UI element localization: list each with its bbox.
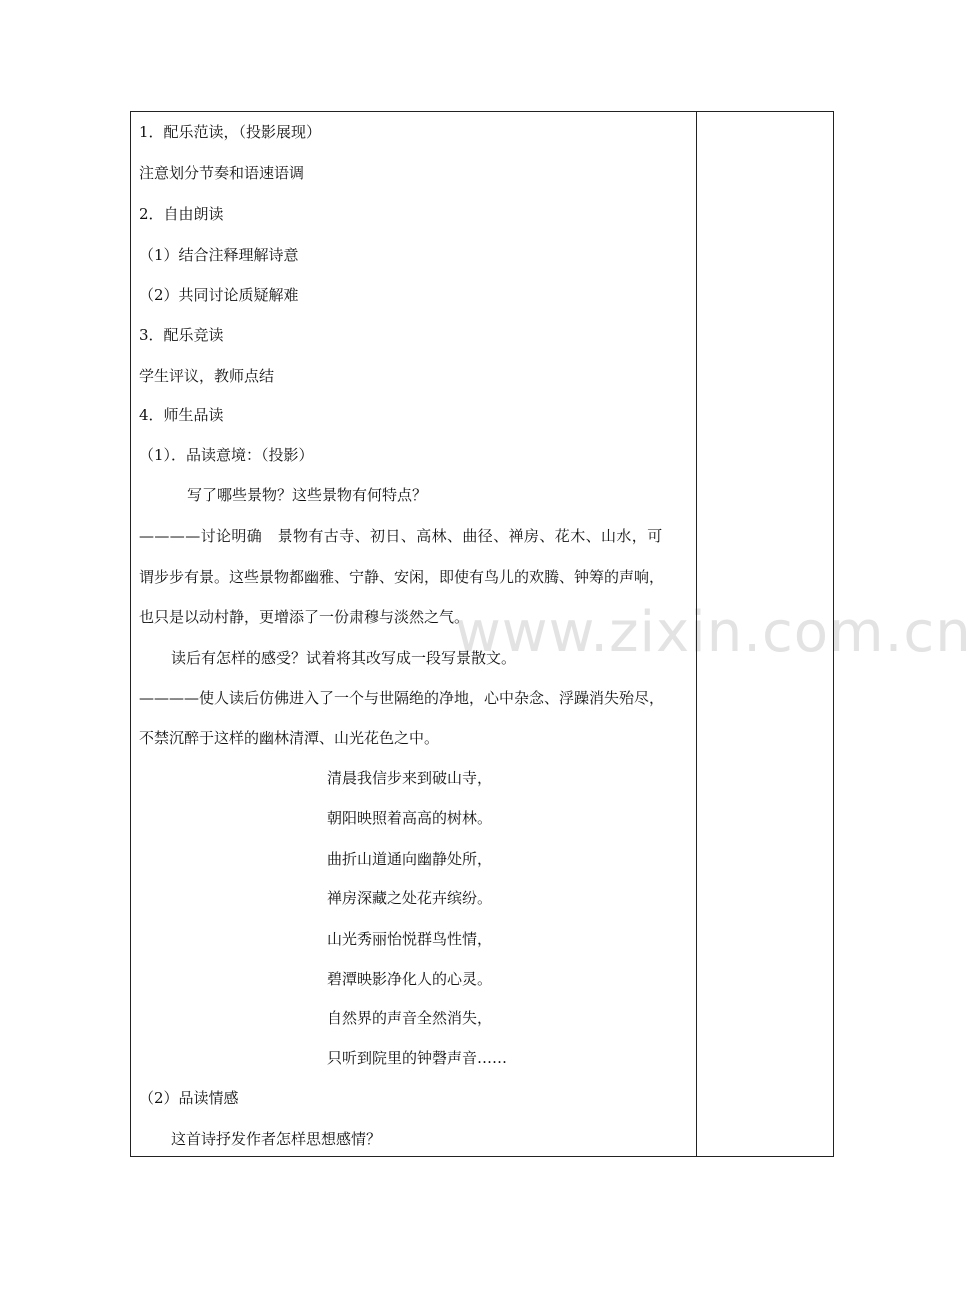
poem-line-4: 禅房深藏之处花卉缤纷。 (327, 889, 493, 907)
step-1-heading: 1．配乐范读，（投影展现） (139, 123, 322, 141)
step-3-note: 学生评议，教师点结 (139, 367, 275, 385)
watermark: www.zixin.com.cn (455, 600, 972, 665)
lesson-table (130, 111, 834, 1157)
step-4-item-2: （2）品读情感 (139, 1089, 239, 1107)
poem-line-1: 清晨我信步来到破山寺， (327, 769, 493, 787)
poem-line-3: 曲折山道通向幽静处所， (327, 850, 493, 868)
question-3: 这首诗抒发作者怎样思想感情？ (171, 1130, 382, 1148)
answer-1-line-3: 也只是以动村静，更增添了一份肃穆与淡然之气。 (139, 608, 470, 626)
poem-line-8: 只听到院里的钟磬声音…… (327, 1049, 508, 1067)
step-4-heading: 4．师生品读 (139, 406, 224, 424)
answer-2-line-1: ————使人读后仿佛进入了一个与世隔绝的净地，心中杂念、浮躁消失殆尽， (139, 689, 665, 707)
answer-2-line-2: 不禁沉醉于这样的幽林清潭、山光花色之中。 (139, 729, 440, 747)
question-1: 写了哪些景物？这些景物有何特点？ (187, 486, 428, 504)
answer-1-line-1: ————讨论明确 景物有古寺、初日、高林、曲径、禅房、花木、山水，可 (139, 527, 663, 545)
step-2-heading: 2．自由朗读 (139, 205, 224, 223)
poem-line-2: 朝阳映照着高高的树林。 (327, 809, 493, 827)
answer-1-line-2: 谓步步有景。这些景物都幽雅、宁静、安闲，即使有鸟儿的欢腾、钟筹的声响， (139, 568, 665, 586)
step-3-heading: 3．配乐竞读 (139, 326, 224, 344)
column-divider (696, 112, 697, 1156)
step-1-note: 注意划分节奏和语速语调 (139, 164, 305, 182)
step-2-item-1: （1）结合注释理解诗意 (139, 246, 299, 264)
poem-line-5: 山光秀丽怡悦群鸟性情， (327, 930, 493, 948)
step-2-item-2: （2）共同讨论质疑解难 (139, 286, 299, 304)
step-4-item-1: （1）．品读意境：（投影） (139, 446, 314, 464)
question-2: 读后有怎样的感受？试着将其改写成一段写景散文。 (171, 649, 517, 667)
poem-line-7: 自然界的声音全然消失， (327, 1009, 493, 1027)
poem-line-6: 碧潭映影净化人的心灵。 (327, 970, 493, 988)
